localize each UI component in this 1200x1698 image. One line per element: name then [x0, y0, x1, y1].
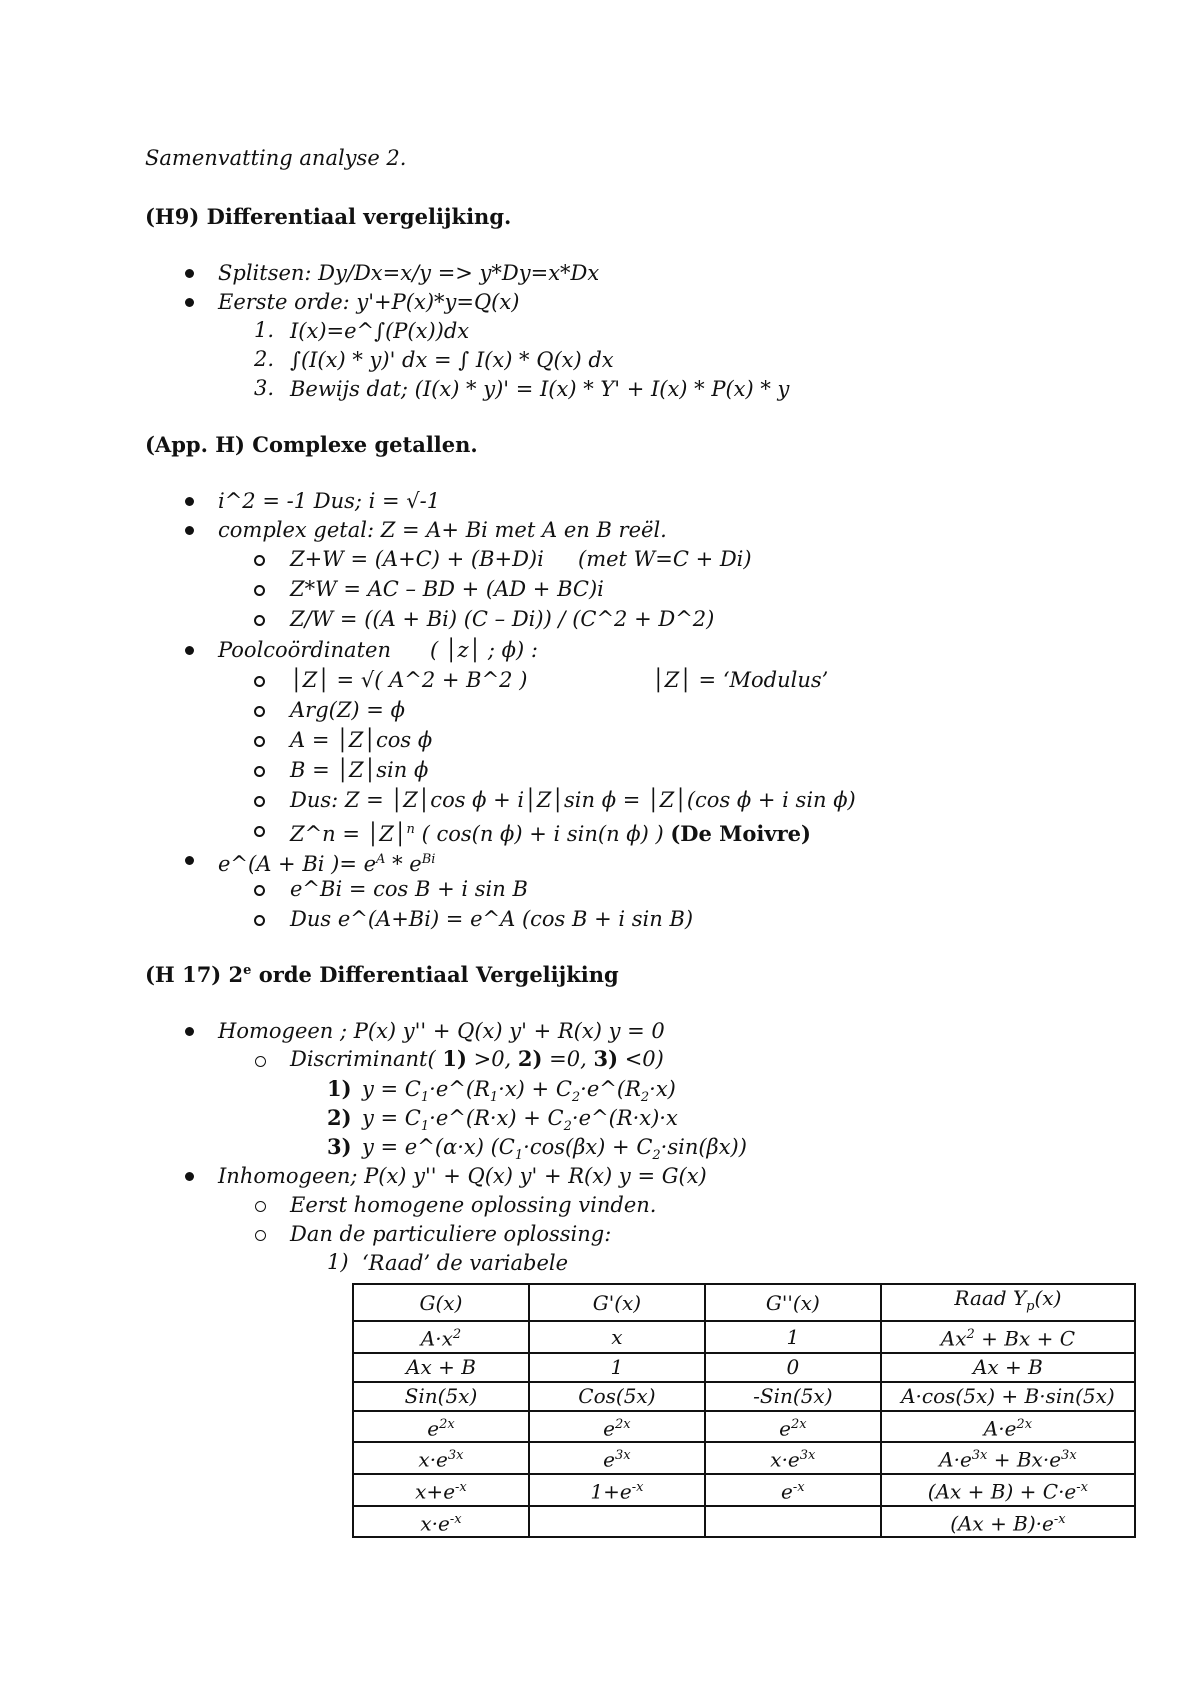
table-row [353, 1411, 1135, 1443]
list-item: Dus: Z = │Z│cos ϕ + i│Z│sin ϕ = │Z│(cos ϕ + i sin ϕ) [290, 788, 856, 812]
bullet-icon [185, 298, 194, 307]
table-cell: G(x) [353, 1284, 529, 1321]
case-number: 1) [327, 1076, 352, 1101]
table-cell: $A\cdot x^2$ [353, 1321, 529, 1353]
sub-bullet-icon [254, 615, 265, 626]
list-item: Arg(Z) = ϕ [290, 698, 405, 722]
discriminant-text: >0, [466, 1047, 518, 1071]
list-item: Homogeen ; P(x) y'' + Q(x) y' + R(x) y = 0 [218, 1019, 665, 1043]
table-row [353, 1506, 1135, 1538]
table-row [353, 1442, 1135, 1474]
heading-text: (H 17) 2 [145, 962, 244, 987]
list-item: I(x)=e^∫(P(x))dx [290, 319, 470, 343]
table-cell: $e^{2x}$ [353, 1411, 529, 1443]
step-number: 2. [254, 347, 275, 371]
list-item: ∫(I(x) * y)' dx = ∫ I(x) * Q(x) dx [290, 348, 614, 372]
bullet-icon [185, 1027, 194, 1036]
list-item: Poolcoördinaten [218, 638, 391, 662]
case-number: 3) [327, 1134, 352, 1159]
list-item-exp [218, 847, 435, 877]
sub-bullet-icon [254, 736, 265, 747]
table-cell: $(Ax + B)\cdot e^{-x}$ [881, 1506, 1135, 1538]
table-cell: $e^{3x}$ [529, 1442, 705, 1474]
bullet-icon [185, 269, 194, 278]
exp-text: * e [385, 852, 422, 876]
table-cell: $x+e^{-x}$ [353, 1474, 529, 1506]
table-cell: $A\cdot e^{2x}$ [881, 1411, 1135, 1443]
table-cell: A·cos(5x) + B·sin(5x) [881, 1382, 1135, 1411]
exp-text: e^(A + Bi )= e [218, 852, 377, 876]
table-cell: Ax + B [881, 1353, 1135, 1382]
heading-superscript: e [243, 963, 252, 978]
discriminant-number: 1) [442, 1046, 467, 1071]
moivre-text: ( cos(n ϕ) + i sin(n ϕ) ) [414, 822, 671, 846]
list-item: Z/W = ((A + Bi) (C – Di)) / (C^2 + D^2) [290, 607, 715, 631]
list-item: e^Bi = cos B + i sin B [290, 877, 528, 901]
table-cell [529, 1506, 705, 1538]
table-row [353, 1321, 1135, 1353]
exp-exponent: A [376, 852, 386, 867]
table-cell: $(Ax + B) + C\cdot e^{-x}$ [881, 1474, 1135, 1506]
table-cell: $e^{-x}$ [705, 1474, 881, 1506]
step-number: 1) [327, 1250, 349, 1274]
list-item: Inhomogeen; P(x) y'' + Q(x) y' + R(x) y = G(x) [218, 1164, 707, 1188]
list-item: Eerste orde: y'+P(x)*y=Q(x) [218, 290, 520, 314]
moivre-label: (De Moivre) [670, 821, 811, 846]
bullet-icon [185, 526, 194, 535]
table-cell: -Sin(5x) [705, 1382, 881, 1411]
table-cell: Ax + B [353, 1353, 529, 1382]
list-item: Dus e^(A+Bi) = e^A (cos B + i sin B) [290, 907, 694, 931]
list-item: Z*W = AC – BD + (AD + BC)i [290, 577, 604, 601]
section-heading-h17 [145, 962, 619, 987]
sub-bullet-icon [254, 885, 265, 896]
discriminant-number: 3) [593, 1046, 619, 1071]
list-item-note: ( │z│ ; ϕ) : [430, 638, 538, 662]
table-cell: 1 [529, 1353, 705, 1382]
table-cell: 1 [705, 1321, 881, 1353]
list-item: │Z│ = √( A^2 + B^2 ) [290, 668, 528, 692]
table-cell: $1+e^{-x}$ [529, 1474, 705, 1506]
table-cell: $e^{2x}$ [705, 1411, 881, 1443]
table-cell: x [529, 1321, 705, 1353]
case-formula: y = e^(α·x) $(C_1\cdot\cos(\beta x) + C_2\cdot\sin(\beta x))$ [362, 1135, 747, 1164]
table-cell: Cos(5x) [529, 1382, 705, 1411]
case-formula: $y = C_1\cdot e\^{}(R_1\cdot x)$ + $C_2\cdot e\^{}(R_2\cdot x)$ [362, 1077, 676, 1106]
table-cell: $x\cdot e^{3x}$ [353, 1442, 529, 1474]
discriminant-text: Discriminant( [290, 1047, 443, 1071]
discriminant-number: 2) [517, 1046, 543, 1071]
sub-bullet-icon [255, 1201, 266, 1212]
exp-exponent: Bi [421, 852, 436, 867]
list-item: Splitsen: Dy/Dx=x/y => y*Dy=x*Dx [218, 261, 600, 285]
list-item-note: │Z│ = ‘Modulus’ [652, 668, 829, 692]
heading-text: orde Differentiaal Vergelijking [251, 962, 619, 987]
list-item: Eerst homogene oplossing vinden. [290, 1193, 657, 1217]
list-item: Bewijs dat; (I(x) * y)' = I(x) * Y' + I(x) * P(x) * y [290, 377, 790, 401]
list-item: Z+W = (A+C) + (B+D)i [290, 547, 544, 571]
step-number: 3. [254, 376, 275, 400]
list-item: ‘Raad’ de variabele [362, 1251, 569, 1275]
sub-bullet-icon [254, 915, 265, 926]
discriminant-text: <0) [618, 1047, 664, 1071]
list-item: complex getal: Z = A+ Bi met A en B reël. [218, 518, 667, 542]
list-item: Dan de particuliere oplossing: [290, 1222, 612, 1246]
sub-bullet-icon [254, 796, 265, 807]
list-item-discriminant [290, 1046, 664, 1072]
table-cell [705, 1506, 881, 1538]
sub-bullet-icon [254, 585, 265, 596]
list-item-note: (met W=C + Di) [578, 547, 752, 571]
sub-bullet-icon [255, 1230, 266, 1241]
table-cell: $x\cdot e^{3x}$ [705, 1442, 881, 1474]
table-cell: G''(x) [705, 1284, 881, 1321]
list-item-moivre [290, 817, 811, 847]
bullet-icon [185, 1172, 194, 1181]
bullet-icon [185, 856, 194, 865]
list-item: A = │Z│cos ϕ [290, 728, 433, 752]
bullet-icon [185, 646, 194, 655]
list-item: i^2 = -1 Dus; i = √-1 [218, 489, 441, 513]
table-cell: Sin(5x) [353, 1382, 529, 1411]
moivre-text: Z^n = │Z│ [290, 822, 407, 846]
case-number: 2) [327, 1105, 352, 1130]
document-title: Samenvatting analyse 2. [145, 146, 407, 170]
sub-bullet-icon [254, 555, 265, 566]
table-cell: $x\cdot e^{-x}$ [353, 1506, 529, 1538]
list-item: B = │Z│sin ϕ [290, 758, 429, 782]
table-row [353, 1353, 1135, 1382]
table-row [353, 1382, 1135, 1411]
section-heading-h9: (H9) Differentiaal vergelijking. [145, 204, 512, 229]
section-heading-apph: (App. H) Complexe getallen. [145, 432, 478, 457]
table-cell: G'(x) [529, 1284, 705, 1321]
sub-bullet-icon [255, 1056, 266, 1067]
table-cell: 0 [705, 1353, 881, 1382]
bullet-icon [185, 497, 194, 506]
sub-bullet-icon [254, 706, 265, 717]
particular-solution-table [352, 1283, 1136, 1538]
table-header-row [353, 1284, 1135, 1321]
table-cell: $Ax^2 + Bx + C$ [881, 1321, 1135, 1353]
sub-bullet-icon [254, 676, 265, 687]
case-formula: $y = C_1\cdot e\^{}(R\cdot x)$ + $C_2\cdot e\^{}(R\cdot x)\cdot x$ [362, 1106, 678, 1135]
table-cell: $A\cdot e^{3x} + Bx\cdot e^{3x}$ [881, 1442, 1135, 1474]
sub-bullet-icon [254, 826, 265, 837]
moivre-exponent: n [406, 822, 415, 837]
discriminant-text: =0, [542, 1047, 594, 1071]
sub-bullet-icon [254, 766, 265, 777]
step-number: 1. [254, 318, 275, 342]
table-cell: $e^{2x}$ [529, 1411, 705, 1443]
table-row [353, 1474, 1135, 1506]
table-cell: Raad $Y_p(x)$ [881, 1284, 1135, 1321]
